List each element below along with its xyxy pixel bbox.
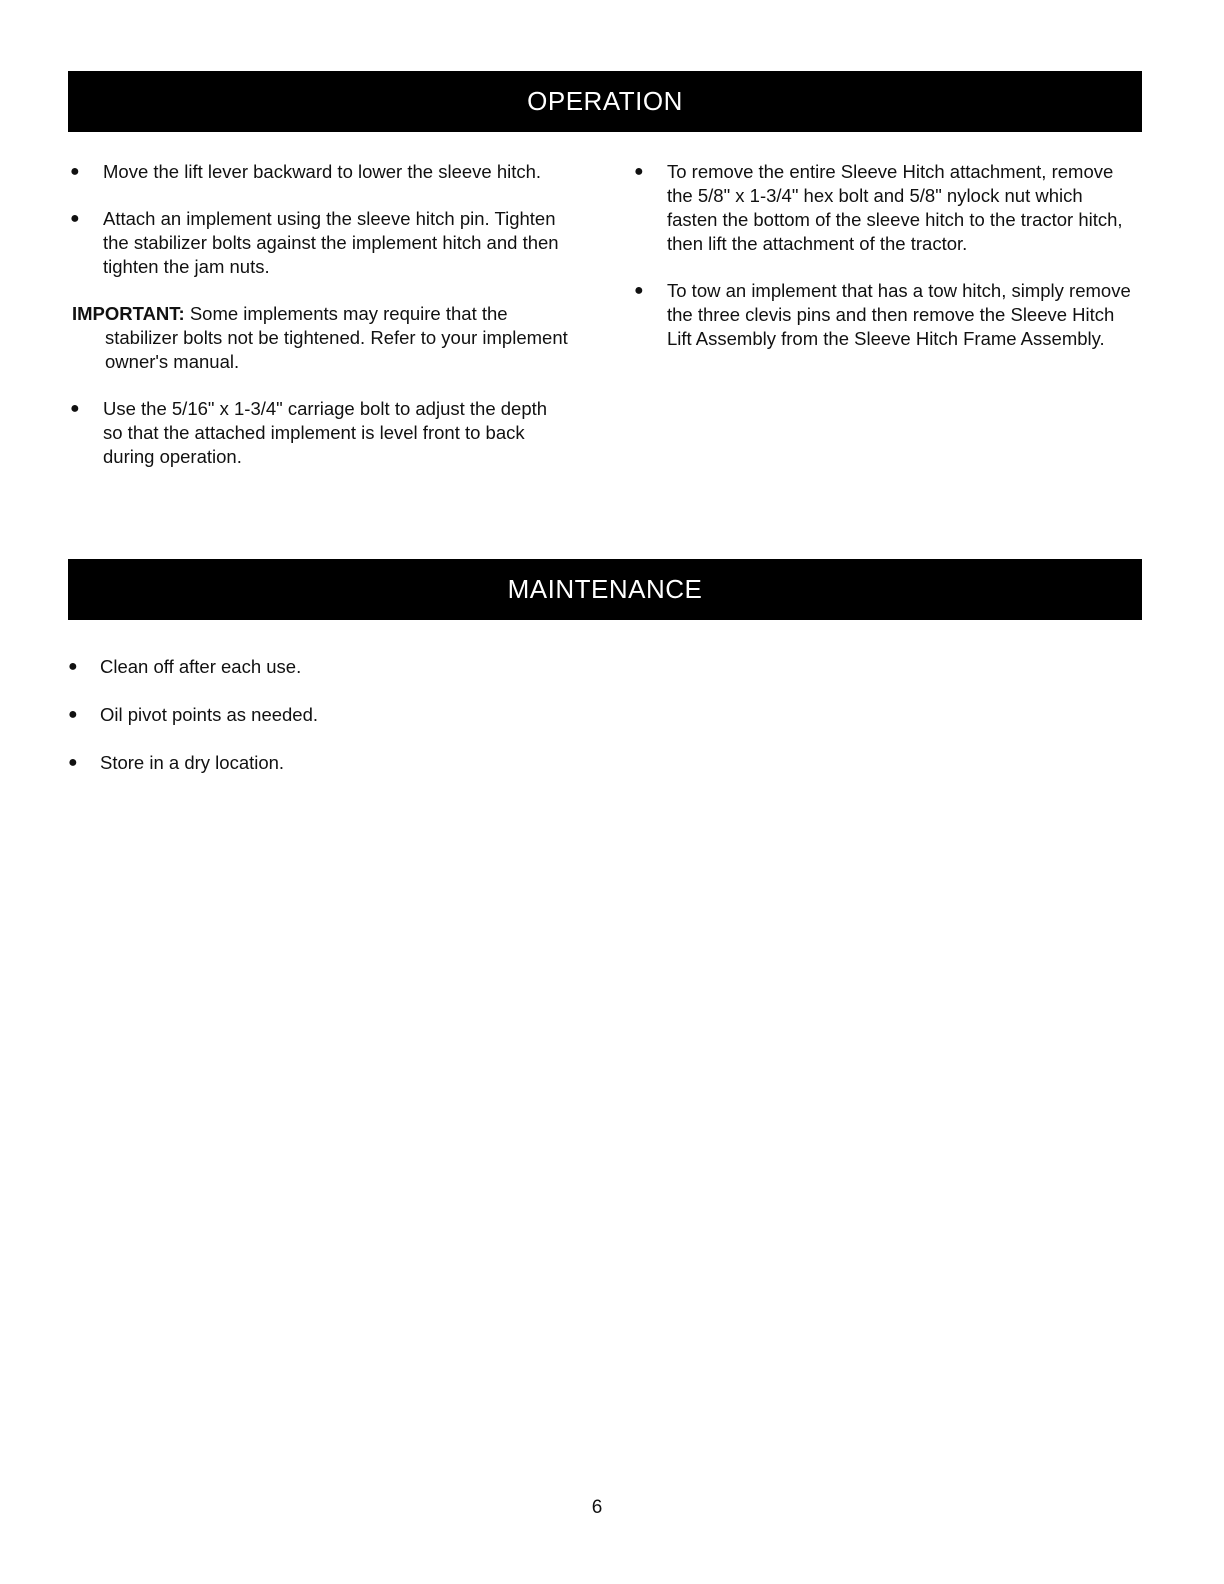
list-item (634, 279, 1134, 351)
maintenance-list (68, 655, 668, 799)
bullet-icon: ● (70, 163, 80, 180)
list-item-text: To remove the entire Sleeve Hitch attachment, remove the 5/8" x 1-3/4" hex bolt and 5/8" nylock nut which fasten the bottom of the sleeve hitch to the tractor hitch, then lift the attachment of the tractor. (667, 161, 1123, 254)
list-item-text: Use the 5/16" x 1-3/4" carriage bolt to adjust the depth so that the attached implement is level front to back during operation. (103, 398, 548, 467)
bullet-icon: ● (634, 163, 644, 180)
maintenance-title: MAINTENANCE (507, 574, 703, 604)
list-item (70, 207, 570, 279)
page-number: 6 (591, 1497, 603, 1518)
list-item-text: Store in a dry location. (100, 752, 285, 773)
bullet-icon: ● (68, 706, 78, 723)
list-item (70, 160, 570, 184)
important-note (72, 302, 570, 374)
important-text: Some implements may require that the stabilizer bolts not be tightened. Refer to your implement owner's manual. (105, 303, 568, 372)
bullet-icon: ● (68, 658, 78, 675)
operation-left-column (70, 160, 570, 492)
list-item-text: Attach an implement using the sleeve hitch pin. Tighten the stabilizer bolts against the implement hitch and then tighten the jam nuts. (103, 208, 559, 277)
list-item (68, 703, 668, 727)
list-item-text: Move the lift lever backward to lower the sleeve hitch. (103, 161, 542, 182)
operation-section-header (68, 71, 1142, 132)
bullet-icon: ● (70, 210, 80, 227)
important-label: IMPORTANT: (72, 303, 185, 324)
list-item (634, 160, 1134, 256)
bullet-icon: ● (68, 754, 78, 771)
maintenance-section-header (68, 559, 1142, 620)
bullet-icon: ● (634, 282, 644, 299)
list-item-text: Oil pivot points as needed. (100, 704, 319, 725)
bullet-icon: ● (70, 400, 80, 417)
list-item (70, 397, 570, 469)
list-item (68, 655, 668, 679)
operation-right-column (634, 160, 1134, 374)
list-item-text: Clean off after each use. (100, 656, 302, 677)
list-item-text: To tow an implement that has a tow hitch, simply remove the three clevis pins and then remove the Sleeve Hitch Lift Assembly from the Sleeve Hitch Frame Assembly. (667, 280, 1131, 349)
list-item (68, 751, 668, 775)
operation-title: OPERATION (527, 86, 683, 116)
